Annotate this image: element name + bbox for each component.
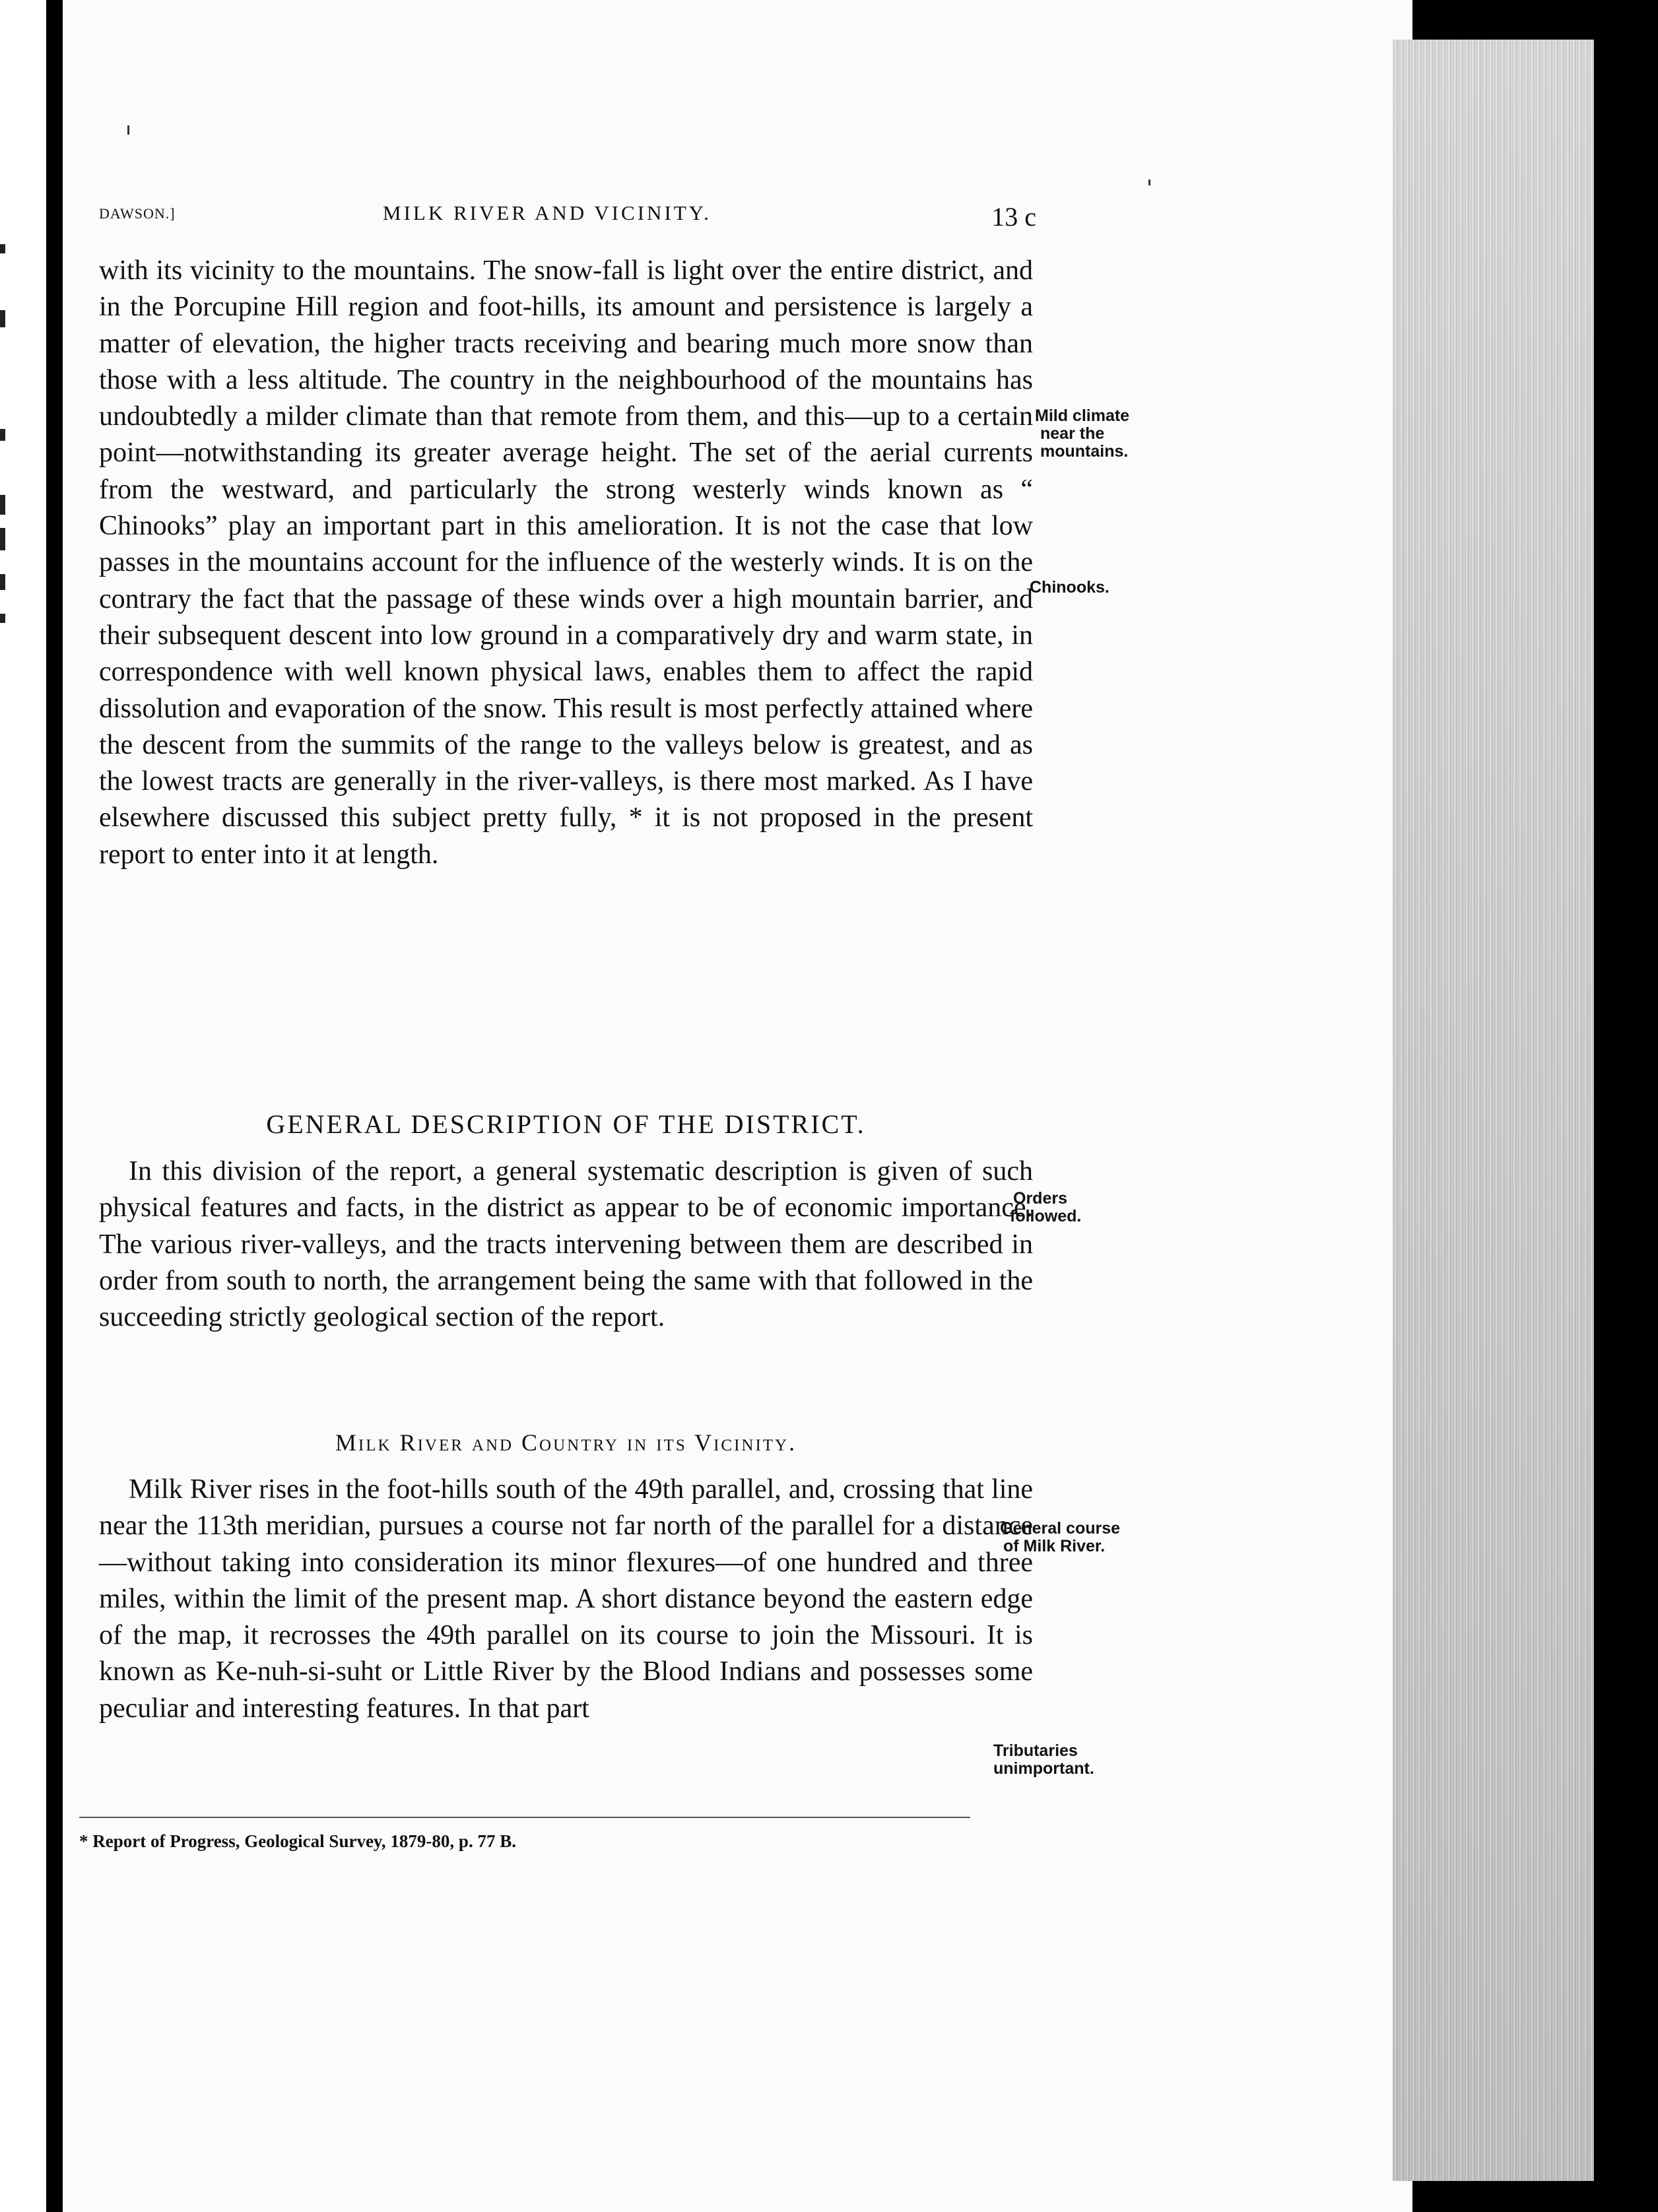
sidenote-line: unimportant. [993, 1759, 1094, 1778]
margin-mark [0, 429, 5, 441]
heading-general-description: GENERAL DESCRIPTION OF THE DISTRICT. [266, 1109, 866, 1139]
sidenote-line: General course [1000, 1519, 1121, 1538]
section-milk-river [99, 1472, 1033, 1727]
section-general-description [99, 1154, 1033, 1336]
margin-mark [0, 574, 5, 590]
margin-mark [0, 244, 5, 253]
paragraph-milk-river: Milk River rises in the foot-hills south of the 49th parallel, and, crossing that line near the 113th meridian, pursues a course not far north of the parallel for a distance—without taking into consideration its minor flexures—of one hundred and three miles, within the limit of the present map. A short distance beyond the eastern edge of the map, it recrosses the 49th parallel on its course to join the Missouri. It is known as Ke-nuh-si-suht or Little River by the Blood Indians and possesses some peculiar and interesting features. In that part [99, 1474, 1033, 1724]
footnote-rule [79, 1817, 970, 1818]
sidenote-tributaries [993, 1742, 1094, 1778]
sidenote-general-course [1000, 1520, 1120, 1555]
margin-mark [0, 310, 5, 327]
section-climate [99, 253, 1033, 873]
margin-mark [0, 528, 5, 550]
sidenote-line: Orders [1013, 1189, 1067, 1208]
page-number: 13 c [991, 202, 1036, 232]
running-header [99, 201, 1036, 241]
paragraph-general-description: In this division of the report, a general systematic description is given of such physical features and facts, in the district as appear to be of economic importance. The various river-valleys, and the tracts intervening between them are described in order from south to north, the arrangement being the same with that followed in the succeeding strictly geological section of the report. [99, 1156, 1033, 1333]
paragraph-climate: with its vicinity to the mountains. The snow-fall is light over the entire district, and in the Porcupine Hill region and foot-hills, its amount and persistence is largely a matter of elevation, the higher tracts receiving and bearing much more snow than those with a less altitude. The country in the neighbourhood of the mountains has undoubtedly a milder climate than that remote from them, and this—up to a certain point—notwithstanding its greater average height. The set of the aerial currents from the westward, and particularly the strong westerly winds known as “ Chinooks” play an important part in this amelioration. It is not the case that low passes in the mountains account for the influence of the westerly winds. It is on the contrary the fact that the passage of these winds over a high mountain barrier, and their subsequent descent into low ground in a comparatively dry and warm state, in correspondence with well known physical laws, enables them to affect the rapid dissolution and evaporation of the snow. This result is most perfectly attained where the descent from the summits of the range to the valleys below is greatest, and as the lowest tracts are generally in the river-valleys, is there most marked. As I have elsewhere discussed this subject pretty fully, * it is not proposed in the present report to enter into it at length. [99, 255, 1033, 870]
footnote: * Report of Progress, Geological Survey, 1879-80, p. 77 B. [79, 1831, 516, 1851]
sidenote-chinooks: Chinooks. [1030, 578, 1110, 597]
sidenote-line: followed. [1010, 1207, 1082, 1225]
header-author: DAWSON.] [99, 205, 176, 222]
sidenote-mild-climate [1035, 407, 1129, 461]
sidenote-line: of Milk River. [1003, 1537, 1106, 1555]
sidenote-line: Mild climate [1035, 407, 1130, 425]
facing-page-edge [0, 0, 46, 2212]
sidenote-orders [1010, 1190, 1081, 1225]
margin-mark [0, 614, 5, 623]
header-title: MILK RIVER AND VICINITY. [383, 201, 712, 224]
page-speck [1148, 179, 1150, 185]
sidenote-line: Tributaries [993, 1741, 1078, 1760]
sidenote-line: near the [1040, 424, 1105, 443]
sidenote-line: mountains. [1040, 442, 1129, 461]
heading-milk-river: Milk River and Country in its Vicinity. [335, 1429, 797, 1456]
page-speck [127, 125, 129, 135]
margin-mark [0, 495, 5, 515]
page-stack-edge [1393, 40, 1594, 2181]
